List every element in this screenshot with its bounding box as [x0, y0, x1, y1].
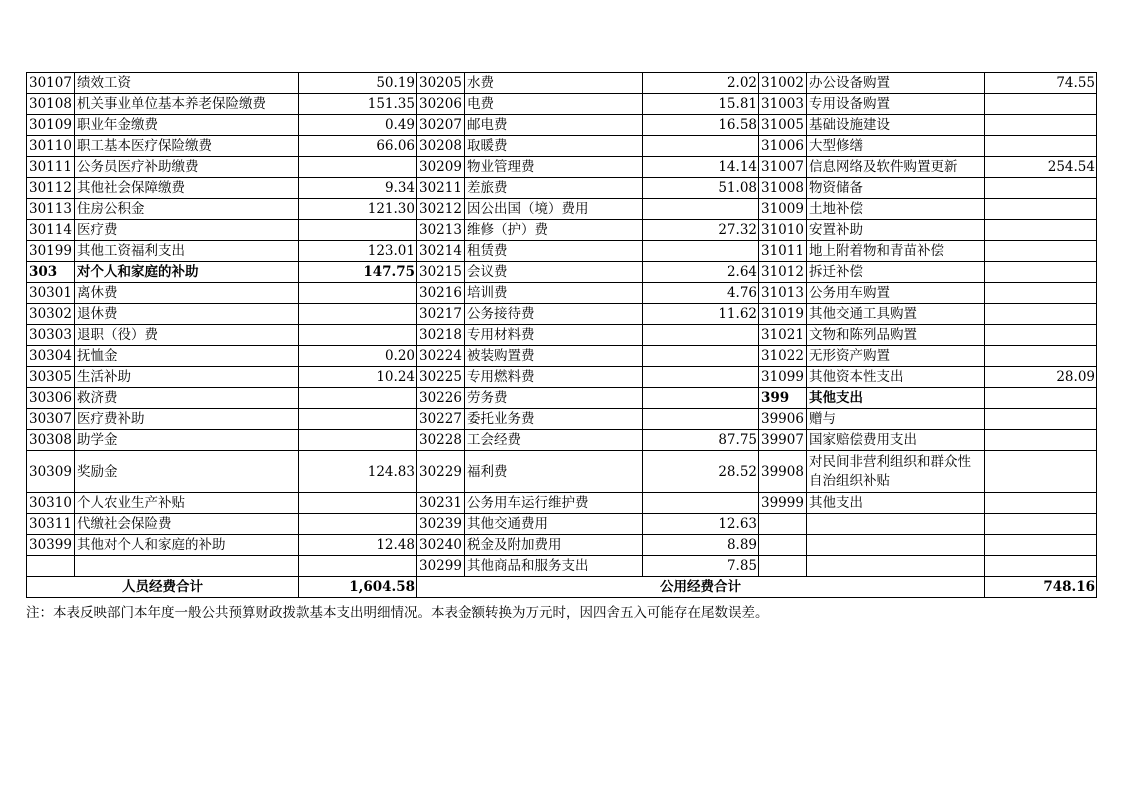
code-cell: 39999: [759, 493, 807, 514]
value-cell: [985, 451, 1097, 493]
value-cell: 10.24: [299, 367, 417, 388]
value-cell: 16.58: [643, 115, 759, 136]
value-cell: [299, 514, 417, 535]
code-cell: 30308: [27, 430, 75, 451]
value-cell: [985, 220, 1097, 241]
name-cell: 公务员医疗补助缴费: [75, 157, 299, 178]
name-cell: 抚恤金: [75, 346, 299, 367]
name-cell: 福利费: [465, 451, 643, 493]
value-cell: [299, 283, 417, 304]
name-cell: 救济费: [75, 388, 299, 409]
code-cell: 31013: [759, 283, 807, 304]
value-cell: [643, 136, 759, 157]
value-cell: [643, 493, 759, 514]
code-cell: 30240: [417, 535, 465, 556]
code-cell: 30212: [417, 199, 465, 220]
value-cell: [299, 220, 417, 241]
code-cell: 31003: [759, 94, 807, 115]
name-cell: [807, 514, 985, 535]
value-cell: [299, 409, 417, 430]
name-cell: 物资储备: [807, 178, 985, 199]
code-cell: 30227: [417, 409, 465, 430]
code-cell: 30109: [27, 115, 75, 136]
name-cell: [75, 556, 299, 577]
code-cell: 30311: [27, 514, 75, 535]
code-cell: 30207: [417, 115, 465, 136]
code-cell: 31010: [759, 220, 807, 241]
name-cell: 专用材料费: [465, 325, 643, 346]
code-cell: 30107: [27, 73, 75, 94]
value-cell: 74.55: [985, 73, 1097, 94]
name-cell: 绩效工资: [75, 73, 299, 94]
name-cell: [807, 535, 985, 556]
value-cell: [985, 262, 1097, 283]
name-cell: 赠与: [807, 409, 985, 430]
name-cell: 文物和陈列品购置: [807, 325, 985, 346]
code-cell: 31021: [759, 325, 807, 346]
name-cell: 基础设施建设: [807, 115, 985, 136]
code-cell: 39908: [759, 451, 807, 493]
code-cell: 30306: [27, 388, 75, 409]
code-cell: 30217: [417, 304, 465, 325]
value-cell: 124.83: [299, 451, 417, 493]
public-total-value: 748.16: [985, 577, 1097, 598]
value-cell: 12.63: [643, 514, 759, 535]
code-cell: 30305: [27, 367, 75, 388]
value-cell: [299, 430, 417, 451]
value-cell: 2.02: [643, 73, 759, 94]
name-cell: 奖励金: [75, 451, 299, 493]
code-cell: 30114: [27, 220, 75, 241]
code-cell: 39907: [759, 430, 807, 451]
value-cell: 0.49: [299, 115, 417, 136]
value-cell: [643, 367, 759, 388]
table-row: [27, 409, 1097, 430]
table-row: [27, 346, 1097, 367]
value-cell: 87.75: [643, 430, 759, 451]
name-cell: 维修（护）费: [465, 220, 643, 241]
table-row: [27, 514, 1097, 535]
code-cell: 30216: [417, 283, 465, 304]
personnel-total-label: 人员经费合计: [27, 577, 299, 598]
code-cell: 30208: [417, 136, 465, 157]
value-cell: 7.85: [643, 556, 759, 577]
code-cell: 31019: [759, 304, 807, 325]
table-row: [27, 136, 1097, 157]
public-total-label: 公用经费合计: [417, 577, 985, 598]
value-cell: [985, 325, 1097, 346]
code-cell: 31022: [759, 346, 807, 367]
value-cell: [985, 199, 1097, 220]
name-cell: 税金及附加费用: [465, 535, 643, 556]
value-cell: [299, 493, 417, 514]
value-cell: 12.48: [299, 535, 417, 556]
name-cell: 个人农业生产补贴: [75, 493, 299, 514]
name-cell: 物业管理费: [465, 157, 643, 178]
code-cell: 30213: [417, 220, 465, 241]
value-cell: 0.20: [299, 346, 417, 367]
value-cell: [985, 115, 1097, 136]
code-cell: 30214: [417, 241, 465, 262]
value-cell: [299, 556, 417, 577]
table-row: [27, 241, 1097, 262]
table-row: [27, 535, 1097, 556]
name-cell: 大型修缮: [807, 136, 985, 157]
code-cell: 30108: [27, 94, 75, 115]
code-cell: 30225: [417, 367, 465, 388]
code-cell: 30218: [417, 325, 465, 346]
name-cell: 租赁费: [465, 241, 643, 262]
value-cell: 254.54: [985, 157, 1097, 178]
code-cell: [759, 535, 807, 556]
table-row: [27, 325, 1097, 346]
name-cell: 其他交通工具购置: [807, 304, 985, 325]
name-cell: 机关事业单位基本养老保险缴费: [75, 94, 299, 115]
code-cell: 30229: [417, 451, 465, 493]
expenditure-detail-table: [26, 72, 1096, 598]
value-cell: [985, 178, 1097, 199]
name-cell: 无形资产购置: [807, 346, 985, 367]
name-cell: 其他资本性支出: [807, 367, 985, 388]
name-cell: 代缴社会保险费: [75, 514, 299, 535]
name-cell: 安置补助: [807, 220, 985, 241]
value-cell: 9.34: [299, 178, 417, 199]
name-cell: [807, 556, 985, 577]
name-cell: 对个人和家庭的补助: [75, 262, 299, 283]
code-cell: 30211: [417, 178, 465, 199]
name-cell: 其他社会保障缴费: [75, 178, 299, 199]
value-cell: 4.76: [643, 283, 759, 304]
code-cell: 30307: [27, 409, 75, 430]
code-cell: 303: [27, 262, 75, 283]
code-cell: 31007: [759, 157, 807, 178]
code-cell: 30226: [417, 388, 465, 409]
table-row: [27, 388, 1097, 409]
value-cell: [299, 304, 417, 325]
table-note: 注：本表反映部门本年度一般公共预算财政拨款基本支出明细情况。本表金额转换为万元时，因四舍五入可能存在尾数误差。: [26, 605, 769, 621]
table-row: [27, 94, 1097, 115]
name-cell: 公务用车购置: [807, 283, 985, 304]
name-cell: 其他支出: [807, 493, 985, 514]
code-cell: 31012: [759, 262, 807, 283]
name-cell: 职工基本医疗保险缴费: [75, 136, 299, 157]
value-cell: [299, 325, 417, 346]
value-cell: [985, 430, 1097, 451]
value-cell: [985, 304, 1097, 325]
code-cell: 30209: [417, 157, 465, 178]
code-cell: 31002: [759, 73, 807, 94]
code-cell: 30205: [417, 73, 465, 94]
name-cell: 电费: [465, 94, 643, 115]
name-cell: 其他工资福利支出: [75, 241, 299, 262]
name-cell: 住房公积金: [75, 199, 299, 220]
value-cell: 51.08: [643, 178, 759, 199]
value-cell: 8.89: [643, 535, 759, 556]
name-cell: 被装购置费: [465, 346, 643, 367]
code-cell: 30199: [27, 241, 75, 262]
value-cell: [985, 493, 1097, 514]
value-cell: [643, 241, 759, 262]
value-cell: 50.19: [299, 73, 417, 94]
code-cell: 30112: [27, 178, 75, 199]
name-cell: 退休费: [75, 304, 299, 325]
value-cell: [643, 325, 759, 346]
table-row: [27, 115, 1097, 136]
code-cell: 30303: [27, 325, 75, 346]
code-cell: 30301: [27, 283, 75, 304]
name-cell: 其他对个人和家庭的补助: [75, 535, 299, 556]
code-cell: 31006: [759, 136, 807, 157]
code-cell: 31005: [759, 115, 807, 136]
name-cell: 生活补助: [75, 367, 299, 388]
value-cell: [985, 514, 1097, 535]
name-cell: 医疗费补助: [75, 409, 299, 430]
name-cell: 邮电费: [465, 115, 643, 136]
code-cell: 30113: [27, 199, 75, 220]
code-cell: [759, 514, 807, 535]
code-cell: 31099: [759, 367, 807, 388]
value-cell: [985, 388, 1097, 409]
table-row: [27, 367, 1097, 388]
table-row: [27, 157, 1097, 178]
name-cell: 国家赔偿费用支出: [807, 430, 985, 451]
name-cell: 土地补偿: [807, 199, 985, 220]
value-cell: [985, 283, 1097, 304]
value-cell: [985, 346, 1097, 367]
value-cell: 121.30: [299, 199, 417, 220]
name-cell: 专用燃料费: [465, 367, 643, 388]
table-row: [27, 73, 1097, 94]
name-cell: 医疗费: [75, 220, 299, 241]
value-cell: [643, 199, 759, 220]
code-cell: 31008: [759, 178, 807, 199]
name-cell: 职业年金缴费: [75, 115, 299, 136]
name-cell: 会议费: [465, 262, 643, 283]
value-cell: [985, 94, 1097, 115]
name-cell: 专用设备购置: [807, 94, 985, 115]
code-cell: 30215: [417, 262, 465, 283]
name-cell: 助学金: [75, 430, 299, 451]
name-cell: 对民间非营利组织和群众性自治组织补贴: [807, 451, 985, 493]
table-body: [27, 73, 1097, 577]
value-cell: [643, 346, 759, 367]
table-row: [27, 199, 1097, 220]
value-cell: [299, 388, 417, 409]
name-cell: 取暖费: [465, 136, 643, 157]
value-cell: 2.64: [643, 262, 759, 283]
name-cell: 其他商品和服务支出: [465, 556, 643, 577]
table-row: [27, 304, 1097, 325]
table-row: [27, 493, 1097, 514]
value-cell: [643, 409, 759, 430]
value-cell: 28.52: [643, 451, 759, 493]
name-cell: 水费: [465, 73, 643, 94]
name-cell: 办公设备购置: [807, 73, 985, 94]
code-cell: 30299: [417, 556, 465, 577]
name-cell: 其他支出: [807, 388, 985, 409]
value-cell: [985, 556, 1097, 577]
value-cell: [985, 535, 1097, 556]
value-cell: [985, 409, 1097, 430]
code-cell: 30110: [27, 136, 75, 157]
totals-row: [27, 577, 1097, 598]
value-cell: 151.35: [299, 94, 417, 115]
value-cell: 28.09: [985, 367, 1097, 388]
name-cell: 委托业务费: [465, 409, 643, 430]
code-cell: [759, 556, 807, 577]
code-cell: 30224: [417, 346, 465, 367]
personnel-total-value: 1,604.58: [299, 577, 417, 598]
name-cell: 地上附着物和青苗补偿: [807, 241, 985, 262]
value-cell: 147.75: [299, 262, 417, 283]
name-cell: 信息网络及软件购置更新: [807, 157, 985, 178]
name-cell: 拆迁补偿: [807, 262, 985, 283]
code-cell: 30399: [27, 535, 75, 556]
name-cell: 退职（役）费: [75, 325, 299, 346]
code-cell: [27, 556, 75, 577]
code-cell: 31011: [759, 241, 807, 262]
value-cell: 66.06: [299, 136, 417, 157]
value-cell: [643, 388, 759, 409]
code-cell: 30206: [417, 94, 465, 115]
value-cell: 15.81: [643, 94, 759, 115]
table-row: [27, 220, 1097, 241]
code-cell: 30302: [27, 304, 75, 325]
name-cell: 其他交通费用: [465, 514, 643, 535]
table-row: [27, 283, 1097, 304]
name-cell: 工会经费: [465, 430, 643, 451]
code-cell: 31009: [759, 199, 807, 220]
name-cell: 公务接待费: [465, 304, 643, 325]
value-cell: 11.62: [643, 304, 759, 325]
name-cell: 劳务费: [465, 388, 643, 409]
name-cell: 因公出国（境）费用: [465, 199, 643, 220]
table-row: [27, 262, 1097, 283]
name-cell: 差旅费: [465, 178, 643, 199]
value-cell: 123.01: [299, 241, 417, 262]
code-cell: 30111: [27, 157, 75, 178]
name-cell: 公务用车运行维护费: [465, 493, 643, 514]
value-cell: [985, 136, 1097, 157]
code-cell: 30304: [27, 346, 75, 367]
value-cell: [985, 241, 1097, 262]
table-row: [27, 430, 1097, 451]
table-row: [27, 178, 1097, 199]
code-cell: 399: [759, 388, 807, 409]
value-cell: 27.32: [643, 220, 759, 241]
code-cell: 30310: [27, 493, 75, 514]
table-row: [27, 451, 1097, 493]
code-cell: 39906: [759, 409, 807, 430]
code-cell: 30228: [417, 430, 465, 451]
value-cell: 14.14: [643, 157, 759, 178]
code-cell: 30239: [417, 514, 465, 535]
code-cell: 30309: [27, 451, 75, 493]
name-cell: 培训费: [465, 283, 643, 304]
table-row: [27, 556, 1097, 577]
value-cell: [299, 157, 417, 178]
name-cell: 离休费: [75, 283, 299, 304]
code-cell: 30231: [417, 493, 465, 514]
